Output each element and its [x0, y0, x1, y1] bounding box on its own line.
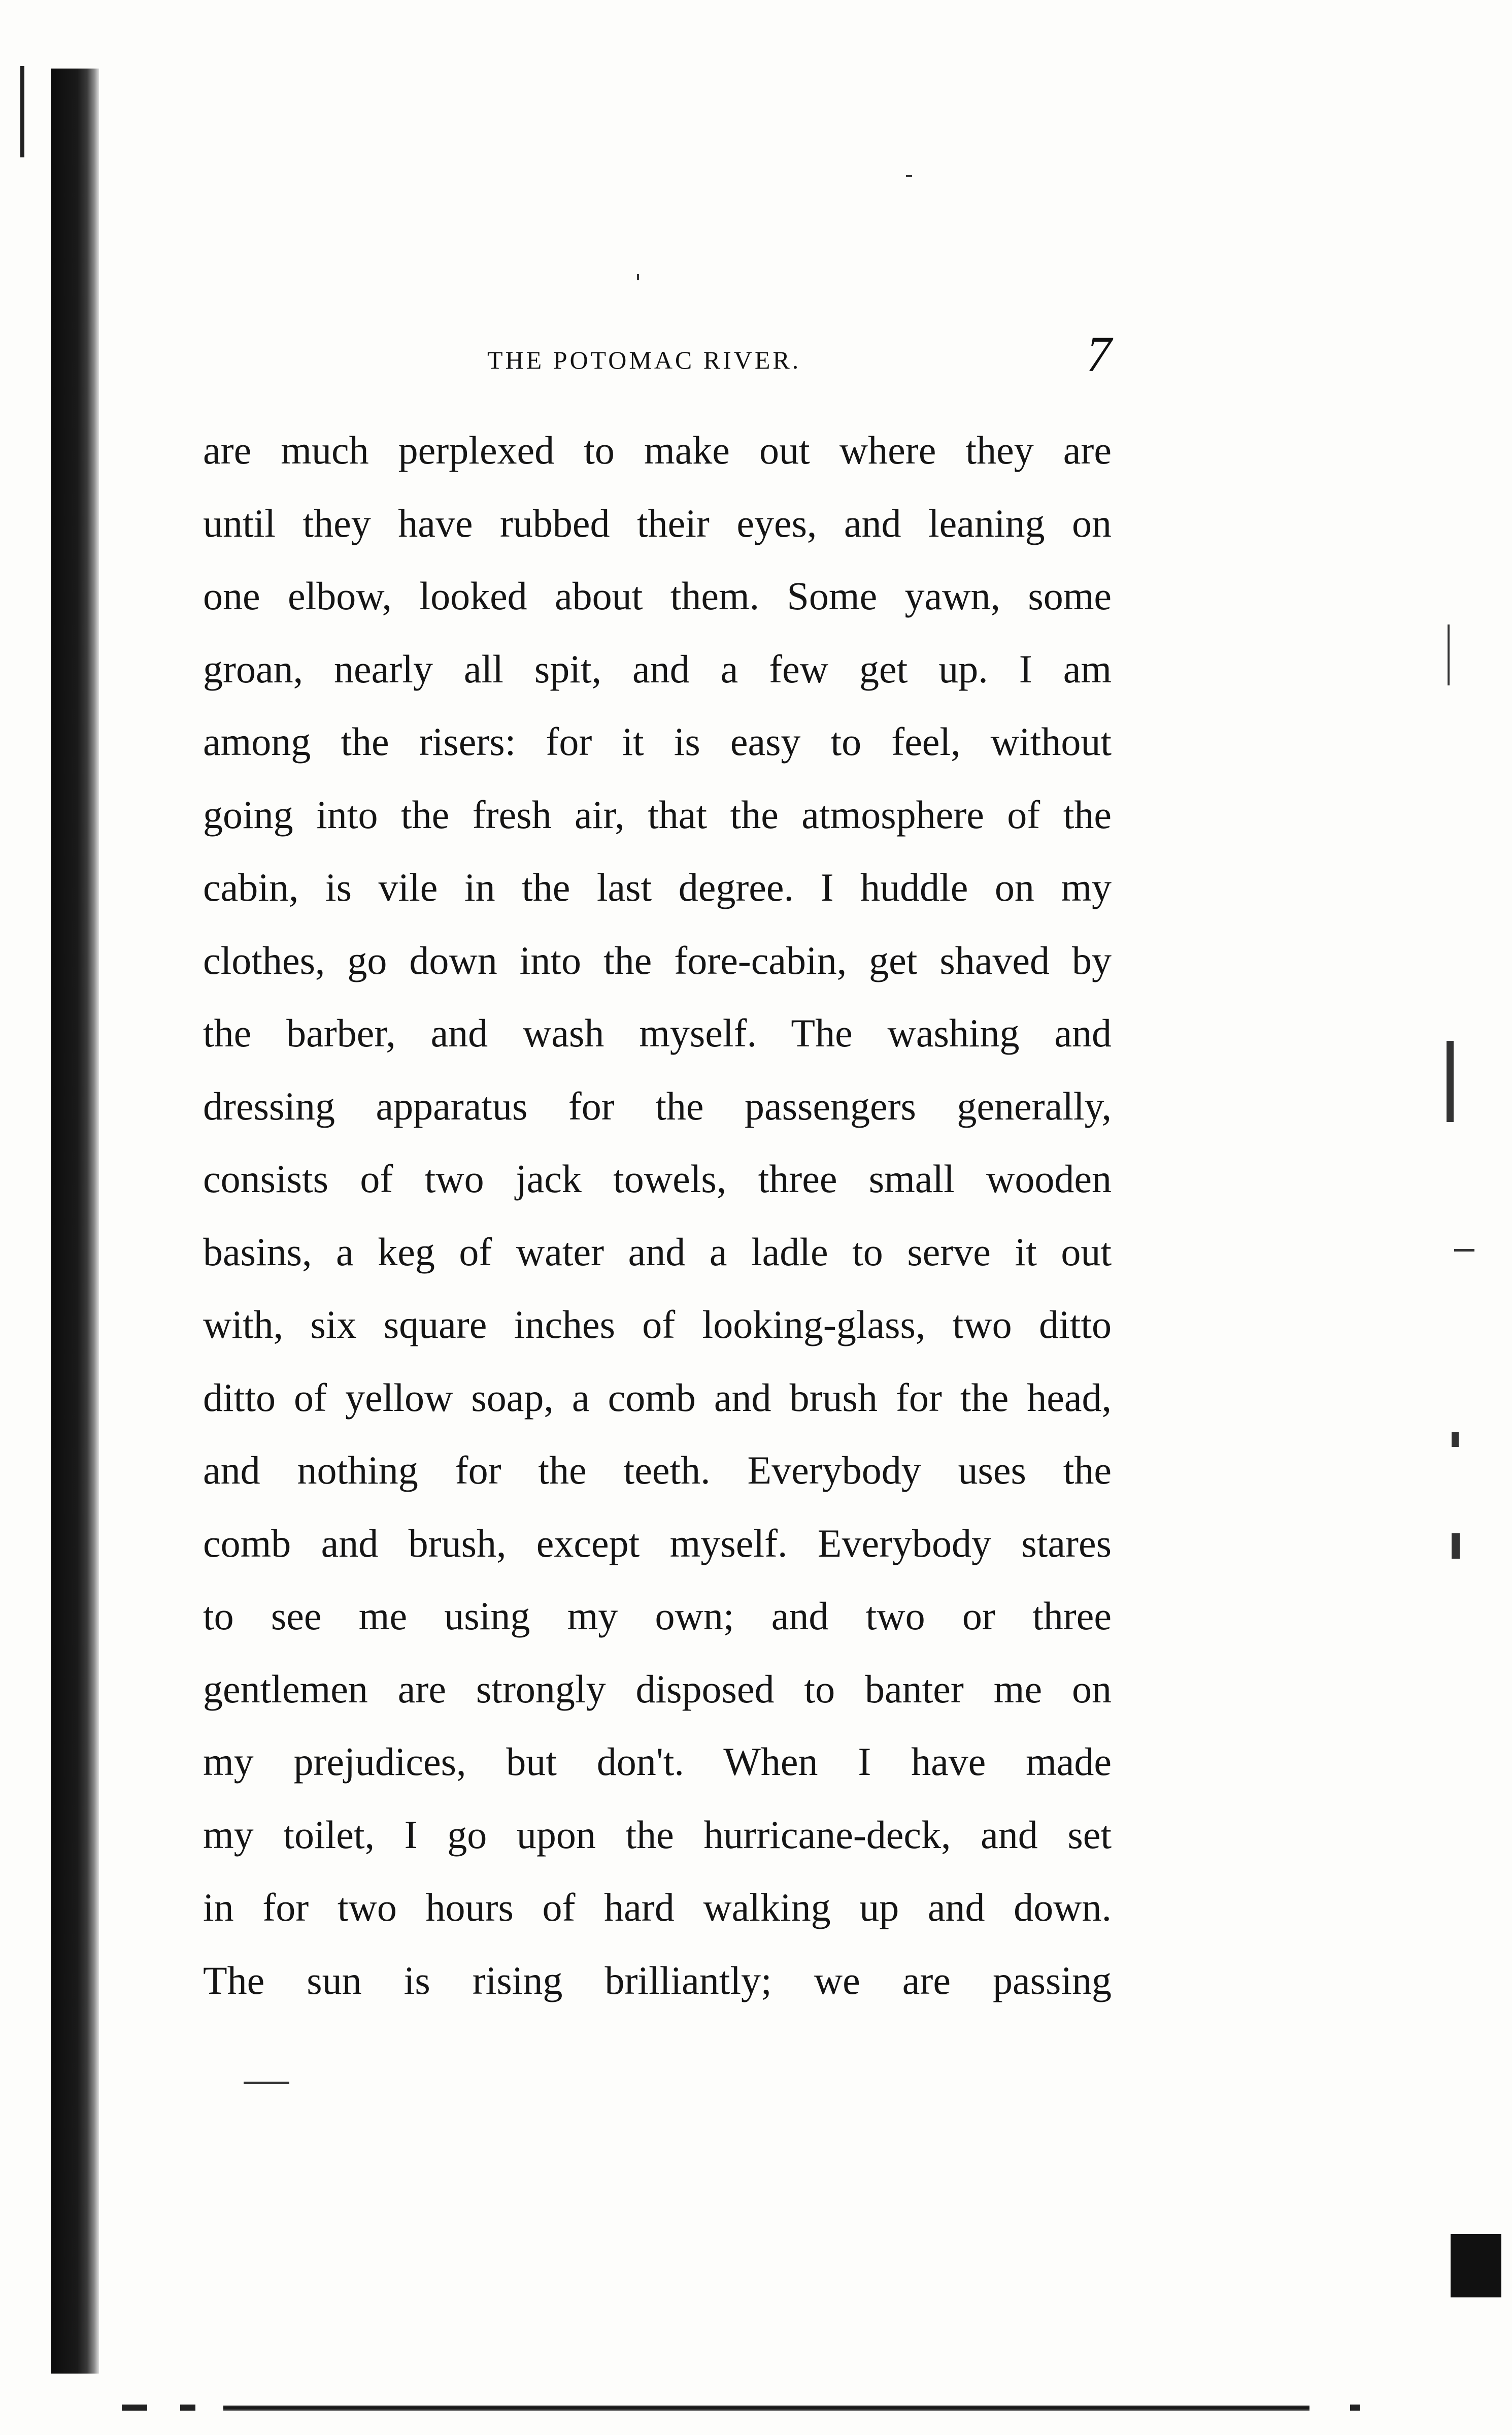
- scan-edge-mark: [20, 66, 24, 157]
- text-line: dressing apparatus for the passengers generally,: [203, 1083, 1112, 1128]
- scan-speck: [1454, 1249, 1474, 1252]
- text-line: with, six square inches of looking-glass, two ditto: [203, 1302, 1112, 1346]
- text-line: are much perplexed to make out where they are: [203, 428, 1112, 472]
- text-line: basins, a keg of water and a ladle to serve it out: [203, 1229, 1112, 1274]
- text-line: gentlemen are strongly disposed to banter me on: [203, 1666, 1112, 1711]
- scan-speck: [1448, 624, 1450, 685]
- scan-mark: [122, 2405, 147, 2411]
- scan-speck: [1452, 1533, 1460, 1559]
- text-line: groan, nearly all spit, and a few get up. I am: [203, 646, 1112, 691]
- scan-speck: [244, 2082, 289, 2084]
- text-line: in for two hours of hard walking up and down.: [203, 1885, 1112, 1929]
- scan-speck: [1452, 1432, 1459, 1447]
- text-line: the barber, and wash myself. The washing and: [203, 1011, 1112, 1055]
- text-line: my toilet, I go upon the hurricane-deck, and set: [203, 1812, 1112, 1857]
- running-head: [487, 340, 1122, 386]
- text-line: until they have rubbed their eyes, and leaning on: [203, 501, 1112, 545]
- text-line: and nothing for the teeth. Everybody uses the: [203, 1448, 1112, 1492]
- scan-mark: [1451, 2234, 1501, 2297]
- body-text: [203, 414, 1112, 2017]
- bottom-rule: [223, 2406, 1309, 2411]
- page-number: 7: [1086, 326, 1112, 382]
- scan-speck: [1447, 1041, 1454, 1122]
- text-line: cabin, is vile in the last degree. I huddle on my: [203, 865, 1112, 909]
- text-line: clothes, go down into the fore-cabin, get shaved by: [203, 938, 1112, 982]
- scan-speck: [637, 274, 639, 280]
- text-line: comb and brush, except myself. Everybody stares: [203, 1521, 1112, 1565]
- scan-mark: [1350, 2405, 1360, 2411]
- text-line: going into the fresh air, that the atmosphere of the: [203, 792, 1112, 837]
- text-line: The sun is rising brilliantly; we are passing: [203, 1958, 1112, 2002]
- text-line: among the risers: for it is easy to feel, without: [203, 719, 1112, 764]
- text-line: one elbow, looked about them. Some yawn, some: [203, 574, 1112, 618]
- text-line: ditto of yellow soap, a comb and brush for the head,: [203, 1375, 1112, 1420]
- text-line: consists of two jack towels, three small wooden: [203, 1157, 1112, 1201]
- scan-speck: [906, 175, 912, 177]
- scan-mark: [180, 2405, 195, 2411]
- running-title: THE POTOMAC RIVER.: [487, 346, 801, 374]
- text-line: to see me using my own; and two or three: [203, 1594, 1112, 1638]
- text-line: my prejudices, but don't. When I have made: [203, 1739, 1112, 1784]
- page-binding-edge: [51, 69, 99, 2374]
